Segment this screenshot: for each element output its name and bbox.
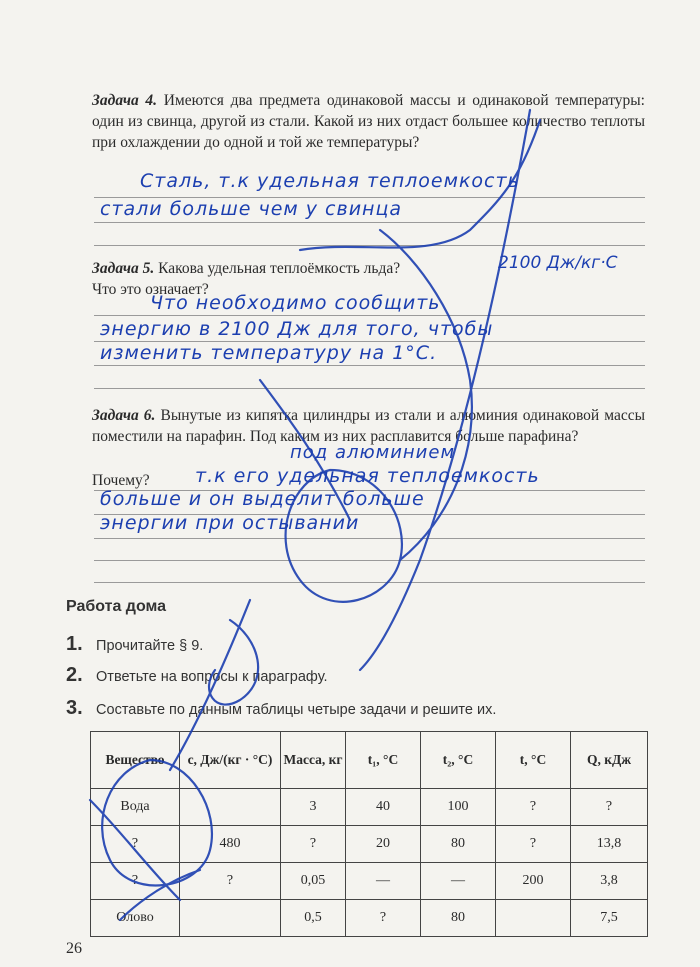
table-header-cell: Вещество (91, 732, 180, 789)
homework-item-text: Составьте по данным таблицы четыре задачи и решите их. (96, 702, 497, 718)
homework-item-number: 3. (66, 697, 83, 719)
table-header-cell: t, °С (496, 732, 571, 789)
answer-rule (94, 222, 645, 223)
task-6-why: Почему? (92, 472, 150, 489)
task-4-answer-line-1: Сталь, т.к удельная теплоемкость (140, 170, 520, 192)
homework-title: Работа дома (66, 598, 167, 615)
table-cell: ? (281, 826, 346, 863)
table-cell: 80 (421, 900, 496, 937)
table-header-cell: c, Дж/(кг · °С) (180, 732, 281, 789)
task-5-answer-value: 2100 Дж/кг·С (498, 253, 618, 273)
answer-rule (94, 245, 645, 246)
task-5-answer-line-1: Что необходимо сообщить (150, 292, 441, 314)
table-cell: ? (180, 863, 281, 900)
table-cell: — (346, 863, 421, 900)
table-cell: 20 (346, 826, 421, 863)
task-4-answer-line-2: стали больше чем у свинца (100, 198, 403, 220)
table-cell: 0,5 (281, 900, 346, 937)
task-4-question: Имеются два предмета одинаковой массы и одинаковой температуры: один из свинца, другой из стали. Какой из них отдаст большее количество теплоты при охлаждении до одной и той же температуры? (92, 92, 645, 151)
table-cell: ? (91, 863, 180, 900)
answer-rule (94, 388, 645, 389)
scribble-stroke (209, 620, 258, 705)
task-6-answer-value: под алюминием (290, 442, 456, 463)
table-cell: ? (496, 826, 571, 863)
table-header-cell: Масса, кг (281, 732, 346, 789)
answer-rule (94, 582, 645, 583)
table-cell: — (421, 863, 496, 900)
table-cell: 7,5 (571, 900, 648, 937)
data-table (90, 731, 648, 937)
homework-item-1 (66, 633, 203, 656)
task-6-answer-line-3: энергии при остывании (100, 512, 360, 534)
task-5-question: Какова удельная теплоёмкость льда? (158, 260, 401, 277)
task-6-answer-line-2: больше и он выделит больше (100, 488, 425, 510)
table-header-cell: t₂, °С (421, 732, 496, 789)
table-header-cell: t₁, °С (346, 732, 421, 789)
task-6-label: Задача 6. (92, 407, 156, 424)
table-cell: ? (346, 900, 421, 937)
table-row (91, 900, 648, 937)
answer-rule (94, 365, 645, 366)
table-row (91, 789, 648, 826)
table-cell: 80 (421, 826, 496, 863)
task-6-text (92, 405, 645, 447)
table-cell: ? (91, 826, 180, 863)
table-header-cell: Q, кДж (571, 732, 648, 789)
table-cell: Олово (91, 900, 180, 937)
task-4-text (92, 90, 645, 153)
homework-item-number: 2. (66, 664, 83, 686)
table-cell: 13,8 (571, 826, 648, 863)
table-cell: 480 (180, 826, 281, 863)
task-6-question: Вынутые из кипятка цилиндры из стали и алюминия одинаковой массы поместили на парафин. Под каким из них расплавится больше парафина? (92, 407, 646, 445)
table-cell (180, 900, 281, 937)
table-cell: 3,8 (571, 863, 648, 900)
table-cell: Вода (91, 789, 180, 826)
table-cell: ? (571, 789, 648, 826)
homework-item-3 (66, 697, 496, 720)
task-6-answer-line-1: т.к его удельная теплоемкость (195, 465, 540, 487)
homework-item-2 (66, 664, 328, 687)
answer-rule (94, 315, 645, 316)
task-4-label: Задача 4. (92, 92, 158, 109)
answer-rule (94, 538, 645, 539)
homework-item-number: 1. (66, 633, 83, 655)
answer-rule (94, 560, 645, 561)
page-number: 26 (66, 940, 82, 957)
table-row (91, 863, 648, 900)
task-5-label: Задача 5. (92, 260, 155, 277)
scribble-stroke (360, 110, 530, 670)
table-cell: ? (496, 789, 571, 826)
table-header-row (91, 732, 648, 789)
homework-item-text: Ответьте на вопросы к параграфу. (96, 669, 328, 685)
task-5-answer-line-2: энергию в 2100 Дж для того, чтобы (100, 318, 494, 340)
task-5-question-2: Что это означает? (92, 281, 209, 298)
scribble-stroke (380, 230, 472, 560)
table-cell: 3 (281, 789, 346, 826)
homework-item-text: Прочитайте § 9. (96, 638, 204, 654)
table-cell: 0,05 (281, 863, 346, 900)
table-row (91, 826, 648, 863)
table-cell: 100 (421, 789, 496, 826)
table-cell: 200 (496, 863, 571, 900)
table-cell (180, 789, 281, 826)
table-cell: 40 (346, 789, 421, 826)
table-cell (496, 900, 571, 937)
task-5-answer-line-3: изменить температуру на 1°С. (100, 342, 438, 364)
